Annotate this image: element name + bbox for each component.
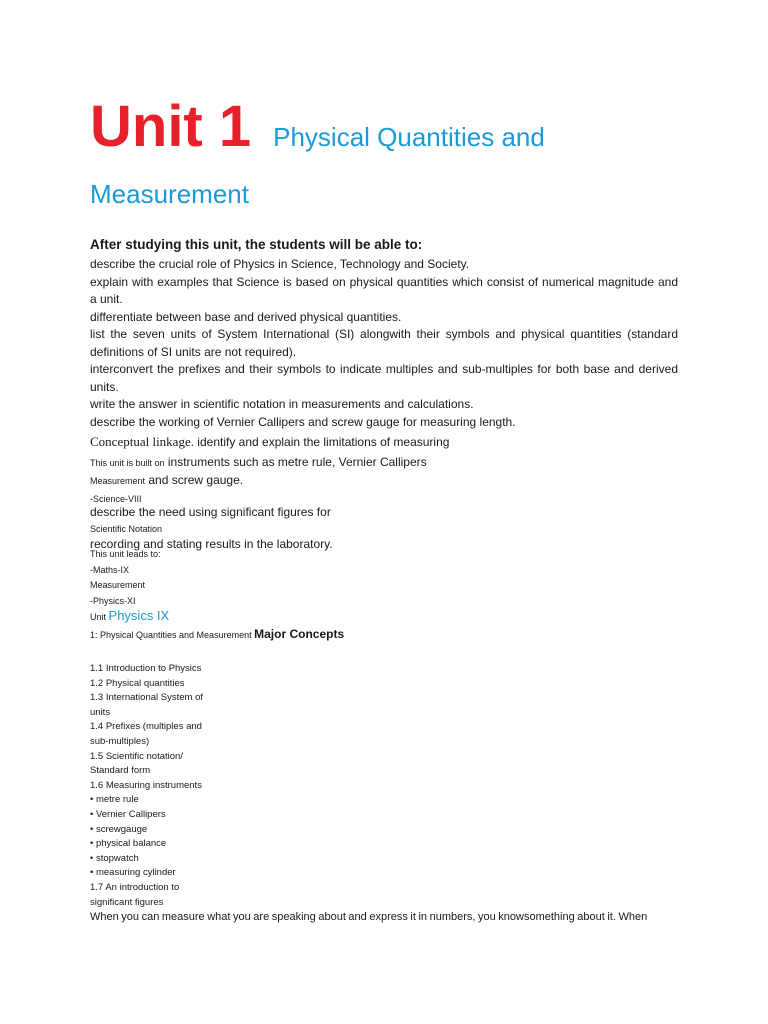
linkage-text: recording and stating results in the laboratory. bbox=[90, 537, 333, 551]
concept-item: Standard form bbox=[90, 765, 151, 777]
linkage-row bbox=[90, 434, 449, 454]
concept-item: sub-multiples) bbox=[90, 735, 150, 747]
opening-quote: When you can measure what you are speaking about and express it in numbers, you knowsomething about it. When bbox=[90, 911, 648, 923]
unit-heading bbox=[90, 94, 545, 159]
objective-item: describe the working of Vernier Callipers and screw gauge for measuring length. bbox=[90, 414, 516, 429]
concept-item: 1.5 Scientific notation/ bbox=[90, 750, 183, 762]
objective-item: differentiate between base and derived physical quantities. bbox=[90, 309, 402, 324]
linkage-text: and screw gauge. bbox=[145, 473, 244, 487]
concept-item: units bbox=[90, 706, 111, 718]
concept-item: 1.4 Prefixes (multiples and bbox=[90, 721, 202, 733]
leads-to-label: This unit leads to: bbox=[90, 549, 161, 559]
objective-item: list the seven units of System International (SI) alongwith their symbols and physical quantities (standard definitions of SI units are not required). bbox=[90, 327, 678, 359]
unit-title-line2: Measurement bbox=[90, 179, 249, 209]
unit-physics-line bbox=[90, 608, 169, 623]
science-viii-label: -Science-VIII bbox=[90, 494, 142, 504]
objective-item: write the answer in scientific notation in measurements and calculations. bbox=[90, 397, 474, 411]
objective-item: describe the crucial role of Physics in Science, Technology and Society. bbox=[90, 257, 470, 271]
concept-item: • measuring cylinder bbox=[90, 867, 176, 879]
chapter-label: 1: Physical Quantities and Measurement bbox=[90, 630, 252, 640]
major-concepts-line bbox=[90, 627, 344, 641]
concept-item: significant figures bbox=[90, 896, 164, 908]
concept-item: • metre rule bbox=[90, 794, 139, 806]
conceptual-linkage-block bbox=[90, 434, 450, 552]
linkage-row bbox=[90, 454, 449, 470]
built-on-label: This unit is built on bbox=[90, 458, 165, 468]
unit-title-line1: Physical Quantities and bbox=[273, 122, 545, 152]
physics-ix-label: Physics IX bbox=[108, 608, 170, 623]
conceptual-linkage-label: Conceptual linkage. bbox=[90, 434, 194, 449]
objective-item: interconvert the prefixes and their symbols to indicate multiples and sub-multiples for both base and derived units. bbox=[90, 362, 678, 394]
linkage-text: describe the need using significant figures for bbox=[90, 505, 331, 519]
unit-number: Unit 1 bbox=[90, 94, 252, 159]
major-concepts-heading: Major Concepts bbox=[254, 627, 345, 641]
objective-item: explain with examples that Science is based on physical quantities which consist of numerical magnitude and a unit. bbox=[90, 274, 678, 306]
scientific-notation-label: Scientific Notation bbox=[90, 524, 163, 534]
concept-item: 1.6 Measuring instruments bbox=[90, 779, 202, 791]
concept-item: • stopwatch bbox=[90, 852, 139, 864]
leads-to-item: -Maths-IX bbox=[90, 564, 130, 575]
linkage-text: instruments such as metre rule, Vernier Callipers bbox=[164, 455, 427, 469]
unit-prefix: Unit bbox=[90, 612, 107, 622]
measurement-label: Measurement bbox=[90, 476, 146, 486]
concept-item: • screwgauge bbox=[90, 823, 148, 835]
concept-item: 1.7 An introduction to bbox=[90, 881, 180, 893]
concepts-list bbox=[90, 662, 250, 910]
concept-item: 1.1 Introduction to Physics bbox=[90, 663, 202, 674]
linkage-row bbox=[90, 504, 449, 520]
concept-item: 1.2 Physical quantities bbox=[90, 677, 185, 689]
leads-to-block bbox=[90, 547, 161, 609]
leads-to-item: -Physics-XI bbox=[90, 595, 136, 606]
linkage-row bbox=[90, 520, 449, 536]
objectives-list bbox=[90, 256, 678, 431]
objectives-intro: After studying this unit, the students will be able to: bbox=[90, 237, 423, 252]
concept-item: • Vernier Callipers bbox=[90, 808, 166, 820]
concept-item: 1.3 International System of bbox=[90, 692, 204, 704]
linkage-row bbox=[90, 470, 449, 490]
leads-to-item: Measurement bbox=[90, 580, 146, 590]
linkage-text: identify and explain the limitations of measuring bbox=[193, 435, 450, 449]
linkage-row bbox=[90, 490, 449, 504]
concept-item: • physical balance bbox=[90, 838, 167, 850]
